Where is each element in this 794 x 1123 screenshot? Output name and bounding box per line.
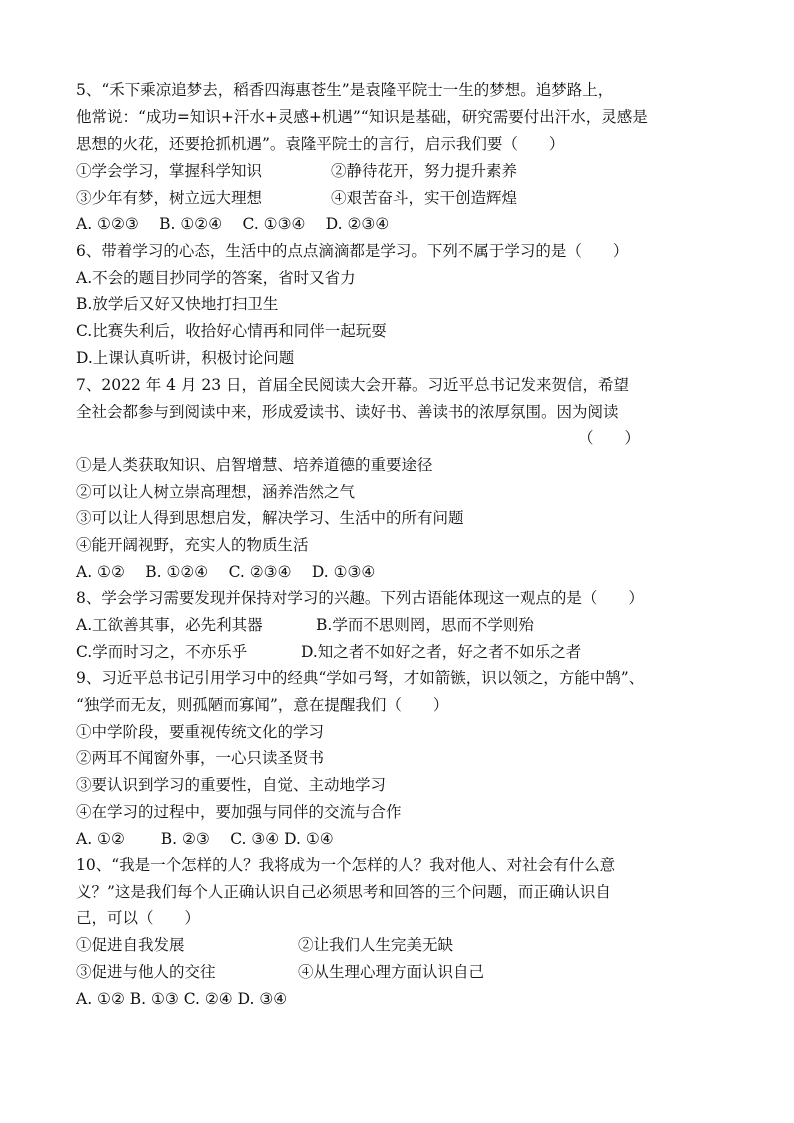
q6-stem: 6、带着学习的心态，生活中的点点滴滴都是学习。下列不属于学习的是（ ） <box>76 242 629 260</box>
q6-choice-a: A.不会的题目抄同学的答案，省时又省力 <box>76 269 356 287</box>
q5-option-3: ③少年有梦，树立远大理想 <box>76 189 263 207</box>
q9-stem-line-1: 9、习近平总书记引用学习中的经典“学如弓弩，才如箭镞，识以领之，方能中鹄”、 <box>76 669 645 687</box>
q8-choice-b: B.学而不思则罔，思而不学则殆 <box>316 616 534 634</box>
q7-option-3: ③可以让人得到思想启发，解决学习、生活中的所有问题 <box>76 509 464 527</box>
q10-option-2: ②让我们人生完美无缺 <box>298 936 454 954</box>
q8-stem: 8、学会学习需要发现并保持对学习的兴趣。下列古语能体现这一观点的是（ ） <box>76 589 644 607</box>
q9-option-2: ②两耳不闻窗外事，一心只读圣贤书 <box>76 749 325 767</box>
q10-option-3: ③促进与他人的交往 <box>76 963 216 981</box>
q9-option-1: ①中学阶段，要重视传统文化的学习 <box>76 723 325 741</box>
q7-answer-choices: A. ①② B. ①②④ C. ②③④ D. ①③④ <box>76 563 376 581</box>
q6-choice-d: D.上课认真听讲，积极讨论问题 <box>76 349 295 367</box>
q5-option-4: ④艰苦奋斗，实干创造辉煌 <box>331 189 518 207</box>
q10-stem-line-3: 己，可以（ ） <box>76 909 201 927</box>
q5-option-1: ①学会学习，掌握科学知识 <box>76 162 263 180</box>
q9-answer-choices: A. ①② B. ②③ C. ③④ D. ①④ <box>76 830 334 848</box>
q8-choice-d: D.知之者不如好之者，好之者不如乐之者 <box>301 643 582 661</box>
q10-option-4: ④从生理心理方面认识自己 <box>298 963 485 981</box>
q5-answer-choices: A. ①②③ B. ①②④ C. ①③④ D. ②③④ <box>76 215 390 233</box>
q6-choice-b: B.放学后又好又快地打扫卫生 <box>76 295 279 313</box>
q10-option-1: ①促进自我发展 <box>76 936 185 954</box>
q9-stem-line-2: “独学而无友，则孤陋而寡闻”，意在提醒我们（ ） <box>76 696 449 714</box>
q9-option-4: ④在学习的过程中，要加强与同伴的交流与合作 <box>76 803 402 821</box>
q8-choice-a: A.工欲善其事，必先利其器 <box>76 616 263 634</box>
q5-stem-line-1: 5、“禾下乘凉追梦去，稻香四海惠苍生”是袁隆平院士一生的梦想。追梦路上， <box>76 81 614 99</box>
q7-option-2: ②可以让人树立崇高理想，涵养浩然之气 <box>76 483 356 501</box>
q7-option-4: ④能开阔视野，充实人的物质生活 <box>76 536 309 554</box>
q5-stem-line-2: 他常说：“成功=知识+汗水+灵感+机遇”“知识是基础，研究需要付出汗水，灵感是 <box>76 108 648 126</box>
q8-choice-c: C.学而时习之，不亦乐乎 <box>76 643 248 661</box>
q10-stem-line-2: 义？”这是我们每个人正确认识自己必须思考和回答的三个问题，而正确认识自 <box>76 883 611 901</box>
q7-answer-bracket: （ ） <box>578 429 641 447</box>
q7-option-1: ①是人类获取知识、启智增慧、培养道德的重要途径 <box>76 456 433 474</box>
q5-stem-line-3: 思想的火花，还要抢抓机遇”。袁隆平院士的言行，启示我们要（ ） <box>76 135 565 153</box>
q5-option-2: ②静待花开，努力提升素养 <box>331 162 518 180</box>
q10-stem-line-1: 10、“我是一个怎样的人？我将成为一个怎样的人？我对他人、对社会有什么意 <box>76 856 616 874</box>
q10-answer-choices: A. ①② B. ①③ C. ②④ D. ③④ <box>76 990 288 1008</box>
q7-stem-line-2: 全社会都参与到阅读中来，形成爱读书、读好书、善读书的浓厚氛围。因为阅读 <box>76 403 619 421</box>
q7-stem-line-1: 7、2022 年 4 月 23 日，首届全民阅读大会开幕。习近平总书记发来贺信，希望 <box>76 376 630 394</box>
q6-choice-c: C.比赛失利后，收拾好心情再和同伴一起玩耍 <box>76 322 387 340</box>
q9-option-3: ③要认识到学习的重要性，自觉、主动地学习 <box>76 776 387 794</box>
